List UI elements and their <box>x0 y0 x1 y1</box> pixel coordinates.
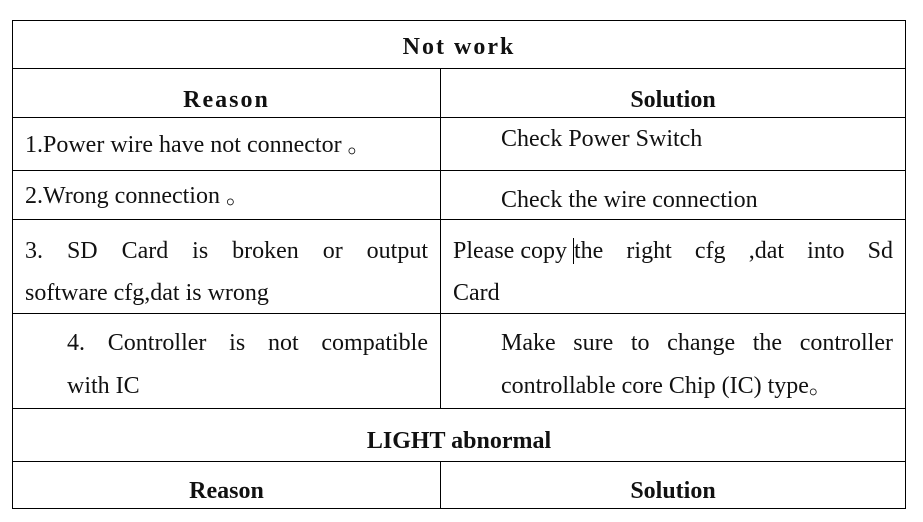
table-row <box>12 117 906 170</box>
solution-text: Check the wire connection <box>501 187 758 213</box>
section-title-row <box>12 20 906 68</box>
solution-text-line1: Make sure to change the controller <box>501 330 893 356</box>
troubleshooting-table <box>12 20 906 509</box>
solution-text-line2: Card <box>453 280 500 306</box>
solution-text: Check Power Switch <box>501 126 703 152</box>
reason-text-line1: 4. Controller is not compatible <box>67 330 428 356</box>
reason-header: Reason <box>12 69 440 117</box>
solution-header: Solution <box>440 462 906 508</box>
table-row <box>12 219 906 313</box>
section-title-not-work: Not work <box>12 21 906 68</box>
section-title-light-abnormal: LIGHT abnormal <box>12 409 906 461</box>
solution-text-part1: Please copy <box>453 238 573 264</box>
column-header-row <box>12 461 906 509</box>
column-header-row <box>12 68 906 117</box>
table-row <box>12 170 906 219</box>
table-row <box>12 313 906 408</box>
solution-text-line1 <box>453 229 893 273</box>
reason-text: 1.Power wire have not connector 。 <box>25 132 372 158</box>
reason-text: 2.Wrong connection 。 <box>25 183 250 209</box>
reason-text-line2: with IC <box>67 373 140 399</box>
solution-text-part2: the right cfg ,dat into Sd <box>573 238 893 264</box>
solution-text-line2: controllable core Chip (IC) type。 <box>501 373 833 399</box>
reason-text-line1: 3. SD Card is broken or output <box>25 238 428 264</box>
section-title-row <box>12 408 906 461</box>
reason-header: Reason <box>12 462 440 508</box>
solution-header: Solution <box>440 69 906 117</box>
reason-text-line2: software cfg,dat is wrong <box>25 280 269 306</box>
